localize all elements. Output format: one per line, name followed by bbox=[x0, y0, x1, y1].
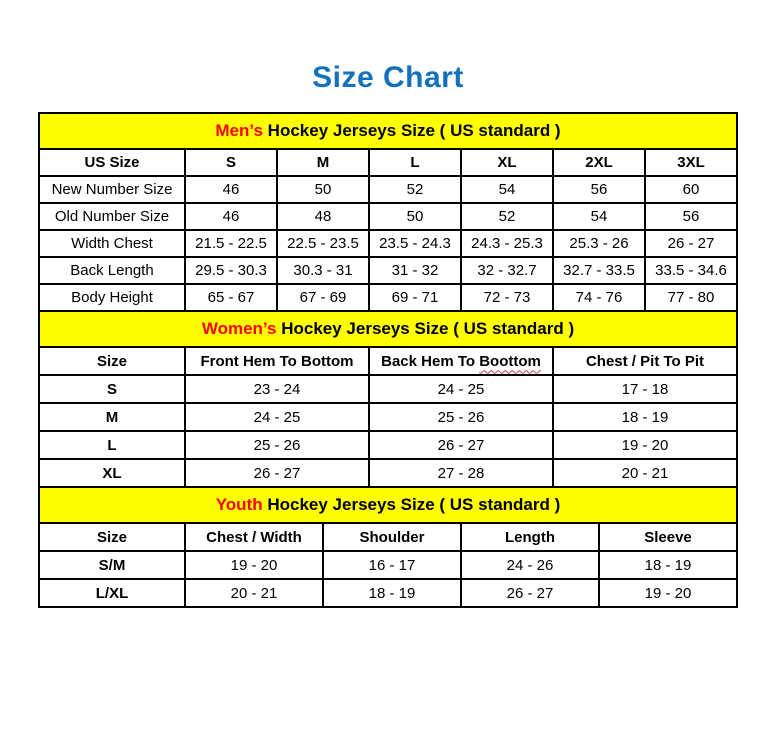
size-cell: 54 bbox=[553, 203, 645, 230]
row-label: L bbox=[39, 431, 185, 459]
size-cell: 21.5 - 22.5 bbox=[185, 230, 277, 257]
size-cell: 27 - 28 bbox=[369, 459, 553, 487]
womens-band-highlight: Women’s bbox=[201, 319, 277, 338]
column-header: US Size bbox=[39, 149, 185, 176]
youth-band-text: Hockey Jerseys Size ( US standard ) bbox=[267, 495, 561, 514]
size-cell: 74 - 76 bbox=[553, 284, 645, 311]
womens-header-row bbox=[39, 347, 737, 375]
row-label: Body Height bbox=[39, 284, 185, 311]
table-row bbox=[39, 375, 737, 403]
size-cell: 19 - 20 bbox=[599, 579, 737, 607]
table-row bbox=[39, 230, 737, 257]
column-header bbox=[369, 347, 553, 375]
size-cell: 67 - 69 bbox=[277, 284, 369, 311]
mens-band-cell bbox=[39, 113, 737, 149]
size-cell: 20 - 21 bbox=[553, 459, 737, 487]
row-label: Old Number Size bbox=[39, 203, 185, 230]
table-row bbox=[39, 176, 737, 203]
size-cell: 24 - 25 bbox=[369, 375, 553, 403]
column-header: Sleeve bbox=[599, 523, 737, 551]
size-cell: 46 bbox=[185, 203, 277, 230]
size-cell: 25 - 26 bbox=[369, 403, 553, 431]
table-row bbox=[39, 551, 737, 579]
column-header: Size bbox=[39, 347, 185, 375]
size-cell: 26 - 27 bbox=[645, 230, 737, 257]
size-cell: 26 - 27 bbox=[185, 459, 369, 487]
table-row bbox=[39, 431, 737, 459]
youth-band-cell bbox=[39, 487, 737, 523]
size-cell: 69 - 71 bbox=[369, 284, 461, 311]
row-label: S bbox=[39, 375, 185, 403]
size-cell: 19 - 20 bbox=[553, 431, 737, 459]
table-row bbox=[39, 403, 737, 431]
table-row bbox=[39, 257, 737, 284]
column-header: Chest / Width bbox=[185, 523, 323, 551]
column-header: M bbox=[277, 149, 369, 176]
size-cell: 30.3 - 31 bbox=[277, 257, 369, 284]
size-cell: 23 - 24 bbox=[185, 375, 369, 403]
size-cell: 31 - 32 bbox=[369, 257, 461, 284]
row-label: New Number Size bbox=[39, 176, 185, 203]
womens-size-table bbox=[38, 310, 738, 488]
womens-band-text: Hockey Jerseys Size ( US standard ) bbox=[281, 319, 575, 338]
size-cell: 56 bbox=[645, 203, 737, 230]
size-cell: 60 bbox=[645, 176, 737, 203]
youth-band-highlight: Youth bbox=[215, 495, 263, 514]
size-cell: 77 - 80 bbox=[645, 284, 737, 311]
row-label: S/M bbox=[39, 551, 185, 579]
size-chart bbox=[38, 112, 738, 608]
column-header: 2XL bbox=[553, 149, 645, 176]
youth-header-row bbox=[39, 523, 737, 551]
column-header: Chest / Pit To Pit bbox=[553, 347, 737, 375]
size-cell: 25 - 26 bbox=[185, 431, 369, 459]
size-cell: 20 - 21 bbox=[185, 579, 323, 607]
size-cell: 54 bbox=[461, 176, 553, 203]
size-cell: 46 bbox=[185, 176, 277, 203]
row-label: M bbox=[39, 403, 185, 431]
table-row bbox=[39, 579, 737, 607]
womens-band-cell bbox=[39, 311, 737, 347]
size-cell: 50 bbox=[369, 203, 461, 230]
column-header: Front Hem To Bottom bbox=[185, 347, 369, 375]
size-cell: 18 - 19 bbox=[323, 579, 461, 607]
column-header: L bbox=[369, 149, 461, 176]
column-header: Length bbox=[461, 523, 599, 551]
mens-size-table bbox=[38, 112, 738, 312]
column-header-text: Back Hem To bbox=[381, 352, 476, 370]
table-row bbox=[39, 459, 737, 487]
womens-section-band bbox=[39, 311, 737, 347]
size-cell: 24.3 - 25.3 bbox=[461, 230, 553, 257]
youth-size-table bbox=[38, 486, 738, 608]
mens-header-row bbox=[39, 149, 737, 176]
mens-section-band bbox=[39, 113, 737, 149]
mens-band-highlight: Men’s bbox=[215, 121, 263, 140]
row-label: Width Chest bbox=[39, 230, 185, 257]
size-cell: 25.3 - 26 bbox=[553, 230, 645, 257]
size-cell: 52 bbox=[461, 203, 553, 230]
size-cell: 32.7 - 33.5 bbox=[553, 257, 645, 284]
youth-section-band bbox=[39, 487, 737, 523]
column-header: Size bbox=[39, 523, 185, 551]
size-cell: 52 bbox=[369, 176, 461, 203]
size-cell: 16 - 17 bbox=[323, 551, 461, 579]
size-cell: 48 bbox=[277, 203, 369, 230]
row-label: XL bbox=[39, 459, 185, 487]
size-cell: 18 - 19 bbox=[553, 403, 737, 431]
column-header: S bbox=[185, 149, 277, 176]
size-cell: 65 - 67 bbox=[185, 284, 277, 311]
size-cell: 56 bbox=[553, 176, 645, 203]
size-cell: 29.5 - 30.3 bbox=[185, 257, 277, 284]
column-header: 3XL bbox=[645, 149, 737, 176]
size-cell: 24 - 26 bbox=[461, 551, 599, 579]
table-row bbox=[39, 284, 737, 311]
misspelled-word: Boottom bbox=[479, 352, 541, 370]
size-cell: 26 - 27 bbox=[461, 579, 599, 607]
size-cell: 24 - 25 bbox=[185, 403, 369, 431]
size-cell: 72 - 73 bbox=[461, 284, 553, 311]
size-cell: 50 bbox=[277, 176, 369, 203]
size-cell: 19 - 20 bbox=[185, 551, 323, 579]
size-cell: 22.5 - 23.5 bbox=[277, 230, 369, 257]
size-cell: 23.5 - 24.3 bbox=[369, 230, 461, 257]
size-cell: 32 - 32.7 bbox=[461, 257, 553, 284]
mens-band-text: Hockey Jerseys Size ( US standard ) bbox=[267, 121, 561, 140]
size-cell: 18 - 19 bbox=[599, 551, 737, 579]
table-row bbox=[39, 203, 737, 230]
row-label: Back Length bbox=[39, 257, 185, 284]
page-title: Size Chart bbox=[312, 61, 464, 94]
size-cell: 33.5 - 34.6 bbox=[645, 257, 737, 284]
column-header: Shoulder bbox=[323, 523, 461, 551]
size-cell: 17 - 18 bbox=[553, 375, 737, 403]
row-label: L/XL bbox=[39, 579, 185, 607]
size-cell: 26 - 27 bbox=[369, 431, 553, 459]
column-header: XL bbox=[461, 149, 553, 176]
